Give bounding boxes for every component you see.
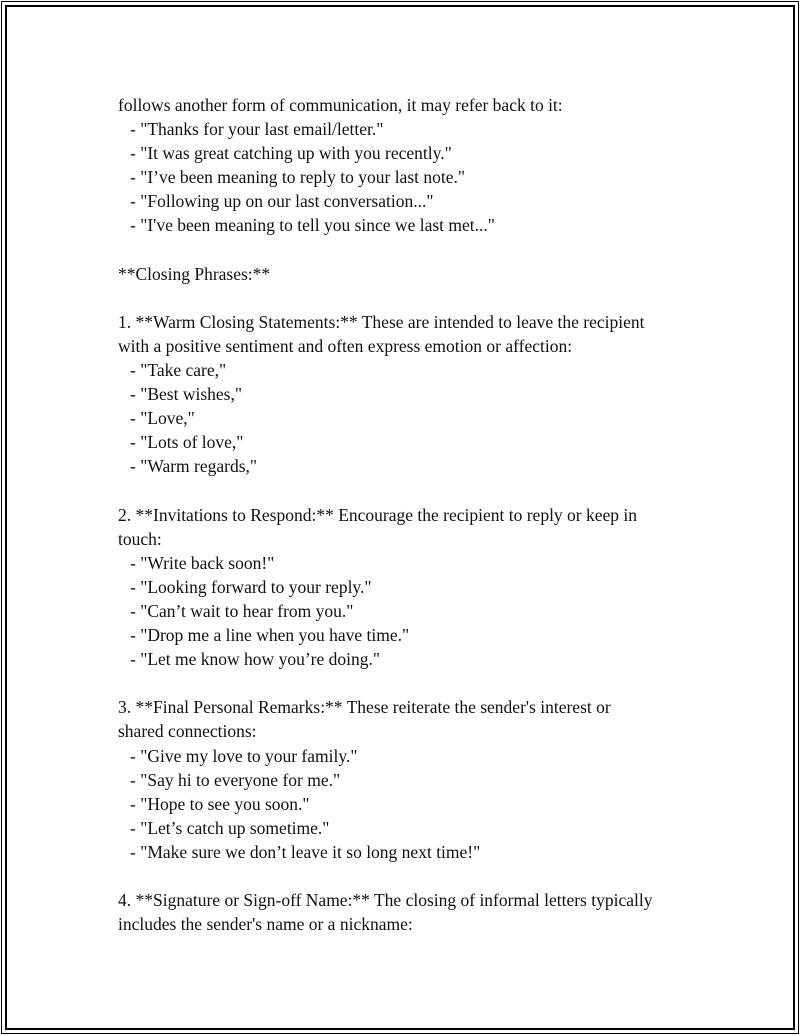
list-item: - "Warm regards," <box>130 456 258 477</box>
paragraph-line: 2. **Invitations to Respond:** Encourage the recipient to reply or keep in <box>118 504 638 525</box>
section-invitations-to-respond <box>118 503 718 672</box>
intro-bullet-list <box>118 117 718 237</box>
list-item: - "Best wishes," <box>130 384 242 405</box>
list-item: - "Looking forward to your reply." <box>130 576 372 597</box>
list-item: - "Say hi to everyone for me." <box>130 769 341 790</box>
paragraph-line: with a positive sentiment and often express emotion or affection: <box>118 335 573 356</box>
paragraph-line: 4. **Signature or Sign-off Name:** The closing of informal letters typically <box>118 890 653 911</box>
list-item: - "Take care," <box>130 360 227 381</box>
section-signature <box>118 888 718 936</box>
list-item: - "Let me know how you’re doing." <box>130 649 380 670</box>
list-item: - "Can’t wait to hear from you." <box>130 600 354 621</box>
list-item: - "Following up on our last conversation..." <box>130 191 434 212</box>
spacer <box>118 671 718 695</box>
spacer <box>118 238 718 262</box>
list-item: - "Love," <box>130 408 195 429</box>
list-item: - "Thanks for your last email/letter." <box>130 119 384 140</box>
spacer <box>118 286 718 310</box>
list-item: - "Hope to see you soon." <box>130 793 310 814</box>
intro-paragraph <box>118 93 718 117</box>
section-warm-closing <box>118 310 718 479</box>
intro-line: follows another form of communication, it may refer back to it: <box>118 95 563 115</box>
document-body <box>118 93 718 936</box>
list-item: - "Give my love to your family." <box>130 745 358 766</box>
list-item: - "I’ve been meaning to reply to your last note." <box>130 167 466 188</box>
list-item: - "Write back soon!" <box>130 552 275 573</box>
section-final-personal-remarks <box>118 695 718 864</box>
list-item: - "Drop me a line when you have time." <box>130 625 410 646</box>
spacer <box>118 479 718 503</box>
paragraph-line: 1. **Warm Closing Statements:** These are intended to leave the recipient <box>118 311 645 332</box>
paragraph-line: touch: <box>118 528 162 549</box>
paragraph-line: 3. **Final Personal Remarks:** These reiterate the sender's interest or <box>118 697 611 718</box>
list-item: - "It was great catching up with you recently." <box>130 143 452 164</box>
list-item: - "Make sure we don’t leave it so long next time!" <box>130 841 481 862</box>
list-item: - "Let’s catch up sometime." <box>130 817 330 838</box>
spacer <box>118 864 718 888</box>
paragraph-line: includes the sender's name or a nickname: <box>118 914 413 935</box>
list-item: - "I've been meaning to tell you since we last met..." <box>130 215 495 236</box>
section-heading: **Closing Phrases:** <box>118 263 271 284</box>
paragraph-line: shared connections: <box>118 721 257 742</box>
list-item: - "Lots of love," <box>130 432 244 453</box>
